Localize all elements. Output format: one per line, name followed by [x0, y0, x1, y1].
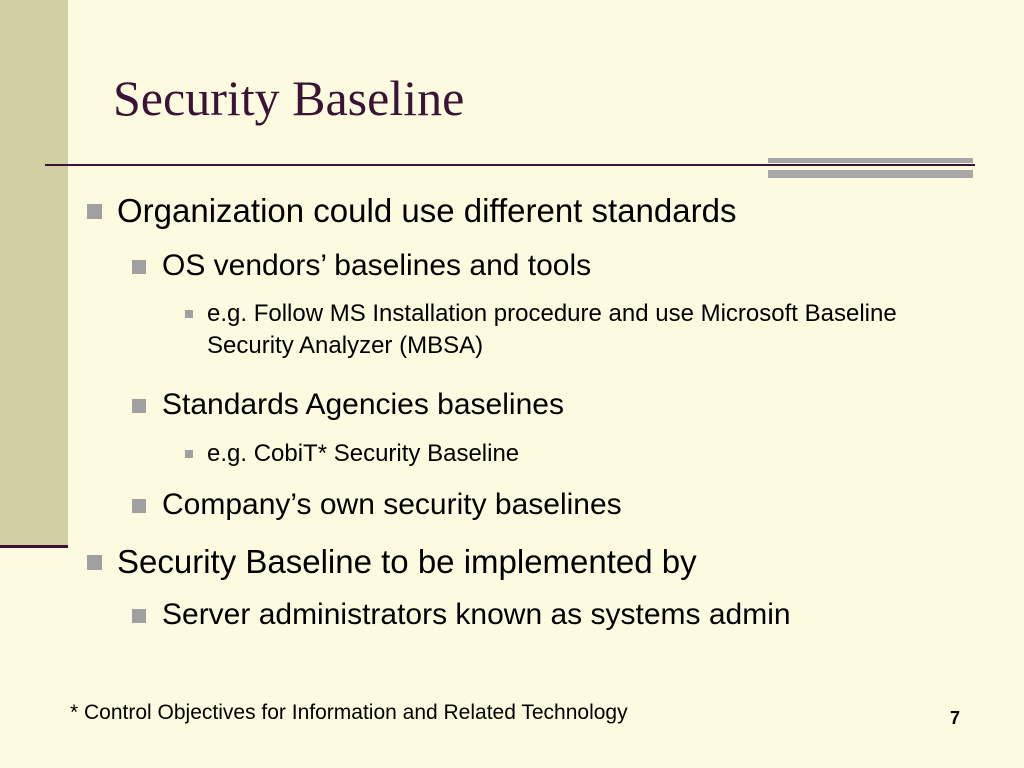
square-bullet-icon [132, 609, 146, 623]
bullet-item [117, 542, 697, 582]
slide-title: Security Baseline [113, 70, 465, 126]
square-bullet-icon [132, 499, 146, 513]
bullet-item [162, 248, 591, 284]
footnote: * Control Objectives for Information and Related Technology [70, 701, 628, 724]
bullet-item [162, 487, 622, 523]
bullet-text: e.g. Follow MS Installation procedure and use Microsoft Baseline Security Analyzer (MBSA) [207, 300, 897, 359]
bullet-item [162, 597, 791, 633]
page-number: 7 [950, 708, 961, 728]
bullet-text: Organization could use different standards [117, 192, 737, 229]
bullet-item [117, 191, 736, 231]
bullet-item [162, 387, 564, 423]
square-bullet-icon [87, 204, 102, 219]
square-bullet-icon [132, 399, 146, 413]
bullet-text: Standards Agencies baselines [162, 388, 564, 421]
bullet-text: e.g. CobiT* Security Baseline [207, 440, 520, 467]
bullet-text: Company’s own security baselines [162, 488, 622, 521]
square-bullet-icon [185, 310, 193, 318]
square-bullet-icon [87, 555, 102, 570]
bullet-text: OS vendors’ baselines and tools [162, 249, 592, 282]
bullet-text: Server administrators known as systems admin [162, 598, 791, 631]
bullet-text: Security Baseline to be implemented by [117, 543, 697, 580]
square-bullet-icon [132, 260, 146, 274]
bullet-item [207, 438, 907, 470]
square-bullet-icon [185, 450, 193, 458]
bullet-item [207, 298, 907, 362]
